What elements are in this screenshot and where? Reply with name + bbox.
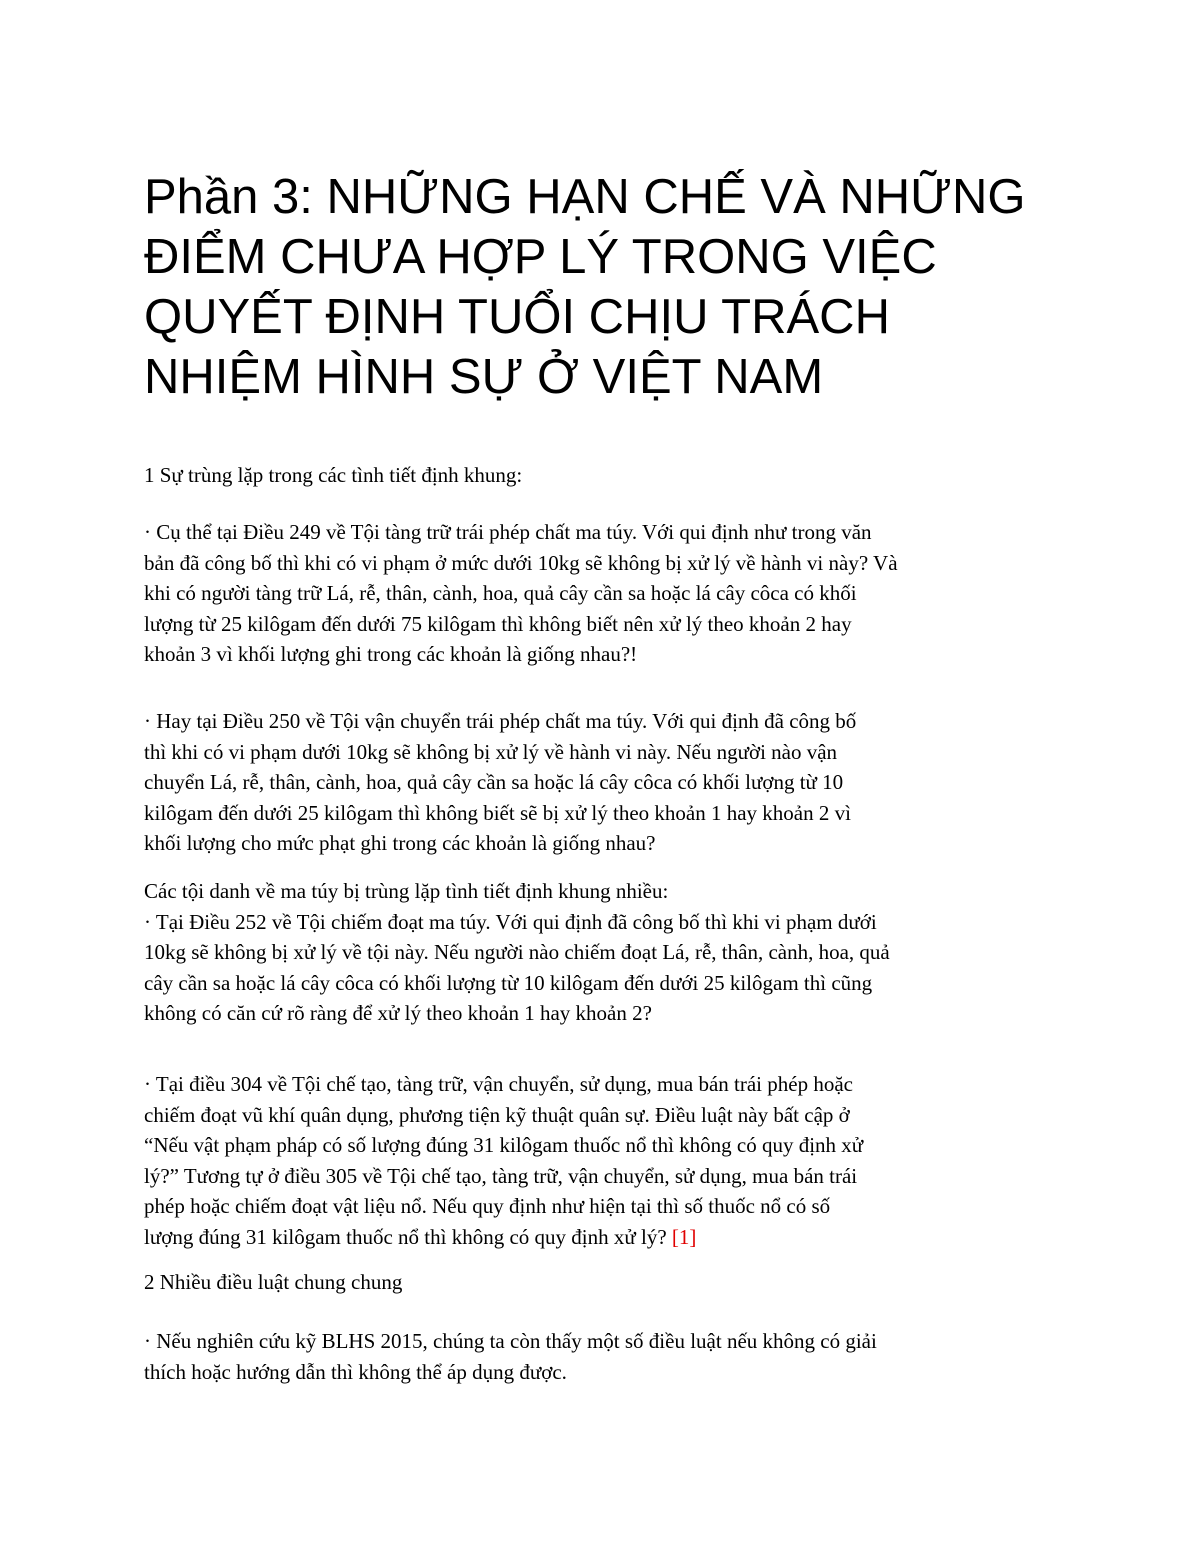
paragraph-line: phép hoặc chiếm đoạt vật liệu nổ. Nếu quy định như hiện tại thì số thuốc nổ có số xyxy=(144,1194,831,1218)
paragraph-line: chuyển Lá, rễ, thân, cành, hoa, quả cây cần sa hoặc lá cây côca có khối lượng từ 10 xyxy=(144,770,844,794)
title-line: Phần 3: NHỮNG HẠN CHẾ VÀ NHỮNG xyxy=(144,170,1026,224)
paragraph-article-304 xyxy=(144,1069,1064,1252)
paragraph-article-252 xyxy=(144,876,1064,1029)
subheading-1 xyxy=(144,460,1064,491)
paragraph-line: Các tội danh về ma túy bị trùng lặp tình tiết định khung nhiều: xyxy=(144,879,669,903)
paragraph-line: khi có người tàng trữ Lá, rễ, thân, cành, hoa, quả cây cần sa hoặc lá cây côca có khối xyxy=(144,581,857,605)
paragraph-line: cây cần sa hoặc lá cây côca có khối lượng từ 10 kilôgam đến dưới 25 kilôgam thì cũng xyxy=(144,970,873,995)
paragraph-blhs-2015 xyxy=(144,1326,1064,1387)
paragraph-line: thích hoặc hướng dẫn thì không thể áp dụng được. xyxy=(144,1359,567,1384)
paragraph-line: · Hay tại Điều 250 về Tội vận chuyển trái phép chất ma túy. Với qui định đã công bố xyxy=(144,709,857,733)
paragraph-line: kilôgam đến dưới 25 kilôgam thì không biết sẽ bị xử lý theo khoản 1 hay khoản 2 vì xyxy=(144,800,851,825)
paragraph-line: không có căn cứ rõ ràng để xử lý theo khoản 1 hay khoản 2? xyxy=(144,1001,652,1025)
title-line: QUYẾT ĐỊNH TUỔI CHỊU TRÁCH xyxy=(144,290,890,344)
paragraph-line: 10kg sẽ không bị xử lý về tội này. Nếu người nào chiếm đoạt Lá, rễ, thân, cành, hoa, quả xyxy=(144,940,890,964)
paragraph-line: khoản 3 vì khối lượng ghi trong các khoản là giống nhau?! xyxy=(144,642,638,666)
paragraph-line: thì khi có vi phạm dưới 10kg sẽ không bị xử lý về hành vi này. Nếu người nào vận xyxy=(144,739,838,764)
subheading-text: 1 Sự trùng lặp trong các tình tiết định khung: xyxy=(144,463,523,487)
paragraph-line: · Tại Điều 252 về Tội chiếm đoạt ma túy. Với qui định đã công bố thì khi vi phạm dưới xyxy=(144,909,877,934)
paragraph-line: bản đã công bố thì khi có vi phạm ở mức dưới 10kg sẽ không bị xử lý về hành vi này? Và xyxy=(144,550,898,575)
paragraph-line: · Nếu nghiên cứu kỹ BLHS 2015, chúng ta còn thấy một số điều luật nếu không có giải xyxy=(144,1329,877,1353)
title-line: NHIỆM HÌNH SỰ Ở VIỆT NAM xyxy=(144,350,824,404)
subheading-text: 2 Nhiều điều luật chung chung xyxy=(144,1270,403,1294)
paragraph-line-text: lượng đúng 31 kilôgam thuốc nổ thì không có quy định xử lý? xyxy=(144,1224,667,1249)
paragraph-article-249 xyxy=(144,517,1064,670)
paragraph-line: · Tại điều 304 về Tội chế tạo, tàng trữ, vận chuyển, sử dụng, mua bán trái phép hoặc xyxy=(144,1072,853,1096)
paragraph-line: · Cụ thể tại Điều 249 về Tội tàng trữ trái phép chất ma túy. Với qui định như trong văn xyxy=(144,520,872,544)
paragraph-line: lượng từ 25 kilôgam đến dưới 75 kilôgam thì không biết nên xử lý theo khoản 2 hay xyxy=(144,611,852,636)
paragraph-line: lý?” Tương tự ở điều 305 về Tội chế tạo, tàng trữ, vận chuyển, sử dụng, mua bán trái xyxy=(144,1163,858,1188)
paragraph-line: “Nếu vật phạm pháp có số lượng đúng 31 kilôgam thuốc nổ thì không có quy định xử xyxy=(144,1133,864,1157)
paragraph-line: chiếm đoạt vũ khí quân dụng, phương tiện kỹ thuật quân sự. Điều luật này bất cập ở xyxy=(144,1102,850,1127)
footnote-reference-link[interactable]: [1] xyxy=(671,1224,697,1249)
paragraph-line xyxy=(144,1222,1064,1253)
section-title xyxy=(144,167,1104,407)
paragraph-article-250 xyxy=(144,706,1064,859)
title-line: ĐIỂM CHƯA HỢP LÝ TRONG VIỆC xyxy=(144,230,937,284)
subheading-2 xyxy=(144,1267,1064,1298)
paragraph-line: khối lượng cho mức phạt ghi trong các khoản là giống nhau? xyxy=(144,831,656,855)
